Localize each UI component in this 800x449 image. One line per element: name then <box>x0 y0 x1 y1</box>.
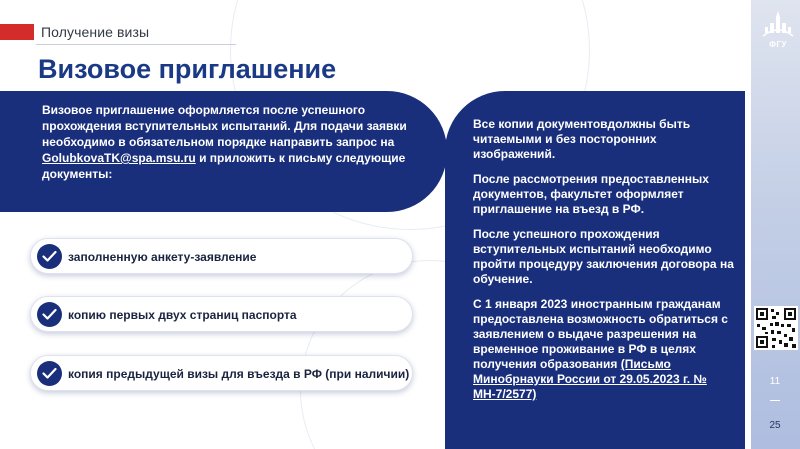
document-item <box>30 296 413 332</box>
info-paragraph-invitation: После рассмотрения предоставленных документов, факультет оформляет приглашение на въезд в РФ. <box>473 172 709 216</box>
checkmark-icon <box>37 361 62 386</box>
residence-text: С 1 января 2023 иностранным гражданам предоставлена возможность обратиться с заявлением о выдаче разрешения на временное проживание в РФ в целях получения образования <box>473 297 728 371</box>
section-accent-bar <box>0 24 34 40</box>
total-pages: 25 <box>769 420 781 431</box>
intro-text-end: и приложить к письму следующие документы: <box>42 151 406 181</box>
info-paragraph-residence <box>473 297 738 402</box>
section-underline <box>36 44 236 45</box>
document-label: копию первых двух страниц паспорта <box>68 308 297 322</box>
section-label: Получение визы <box>41 24 150 40</box>
document-item <box>30 355 413 391</box>
page-title: Визовое приглашение <box>38 54 337 84</box>
checkmark-icon <box>37 244 62 269</box>
info-paragraph-contract: После успешного прохождения вступительных испытаний необходимо пройти процедуру заключения договора на обучение. <box>473 227 734 286</box>
logo-text: ФГУ <box>769 40 787 49</box>
document-item <box>30 238 413 274</box>
checkmark-icon <box>37 302 62 327</box>
qr-code[interactable] <box>754 306 798 350</box>
ministry-letter-link[interactable]: (Письмо Минобрнауки России от 29.05.2023 г. № МН-7/2577) <box>473 357 707 401</box>
document-label: копия предыдущей визы для въезда в РФ (при наличии) <box>68 367 410 381</box>
page-separator <box>770 400 780 401</box>
email-link[interactable]: GolubkovaTK@spa.msu.ru <box>42 151 196 165</box>
info-paragraph-copies: Все копии документовдолжны быть читаемыми и без посторонних изображений. <box>473 117 691 161</box>
intro-text <box>42 102 407 182</box>
building-icon <box>760 10 796 40</box>
intro-text-start: Визовое приглашение оформляется после успешного прохождения вступительных испытаний. Для подачи заявки необходимо в обязательном порядке направить запрос на <box>42 103 407 149</box>
current-page-number: 11 <box>769 376 781 387</box>
document-label: заполненную анкету-заявление <box>68 250 257 264</box>
university-logo <box>760 10 796 54</box>
